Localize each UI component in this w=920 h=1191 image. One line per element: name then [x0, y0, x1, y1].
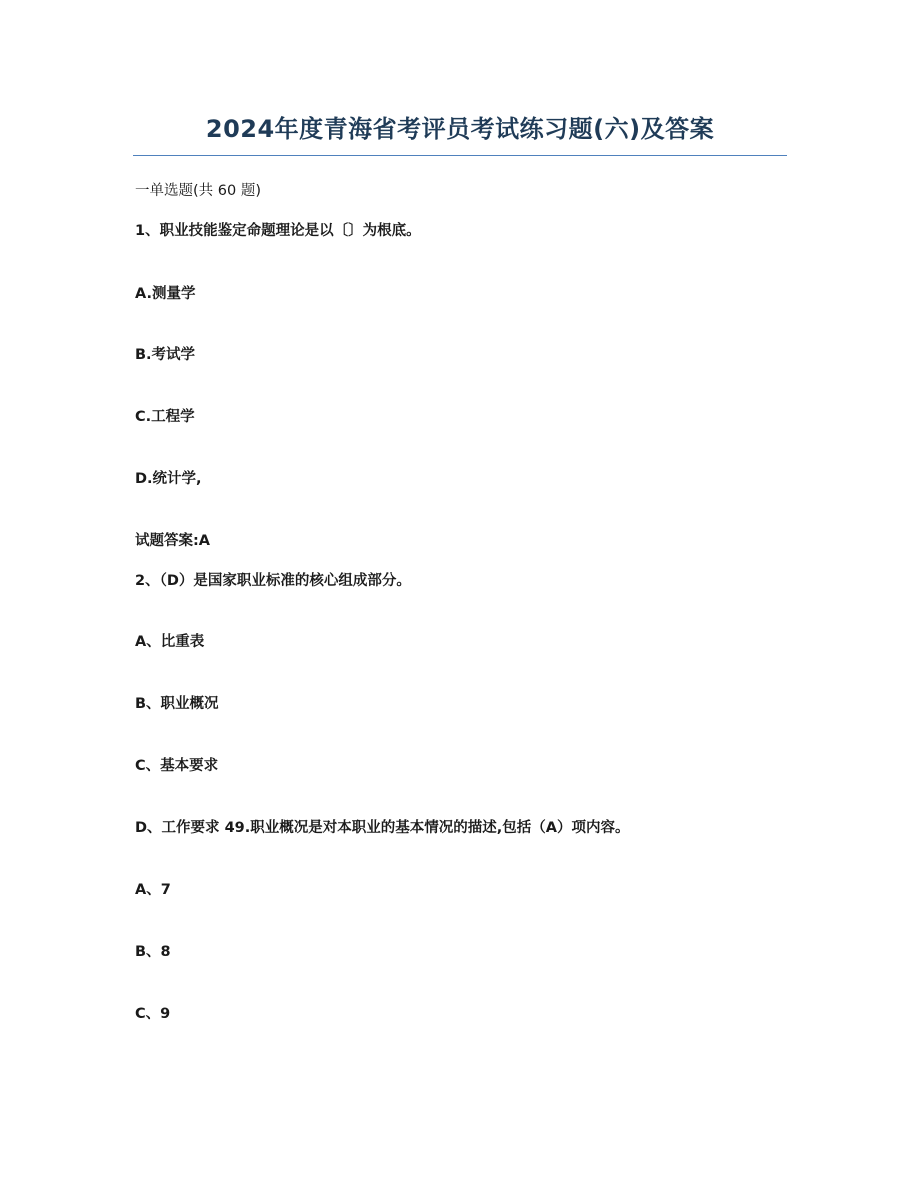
question-2-option-b: B、职业概况 — [135, 696, 219, 712]
question-3-option-a: A、7 — [135, 882, 171, 898]
question-2-option-a: A、比重表 — [135, 634, 205, 650]
question-3-option-b: B、8 — [135, 944, 171, 960]
document-title: 2024年度青海省考评员考试练习题(六)及答案 — [205, 115, 715, 143]
question-3-option-c: C、9 — [135, 1006, 171, 1022]
question-2-option-d: D、工作要求 49.职业概况是对本职业的基本情况的描述,包括（A）项内容。 — [135, 820, 630, 836]
title-divider — [133, 155, 787, 156]
section-heading: 一单选题(共 60 题) — [135, 183, 261, 199]
question-1-option-d: D.统计学, — [135, 471, 202, 487]
question-1-option-a: A.测量学 — [135, 286, 196, 302]
question-1-answer: 试题答案:A — [135, 533, 211, 549]
question-1-stem: 1、职业技能鉴定命题理论是以〔〕为根底。 — [135, 223, 421, 239]
question-1-option-b: B.考试学 — [135, 347, 196, 363]
question-2-stem: 2、（D）是国家职业标准的核心组成部分。 — [135, 573, 411, 589]
question-2-option-c: C、基本要求 — [135, 758, 219, 774]
question-1-option-c: C.工程学 — [135, 409, 195, 425]
